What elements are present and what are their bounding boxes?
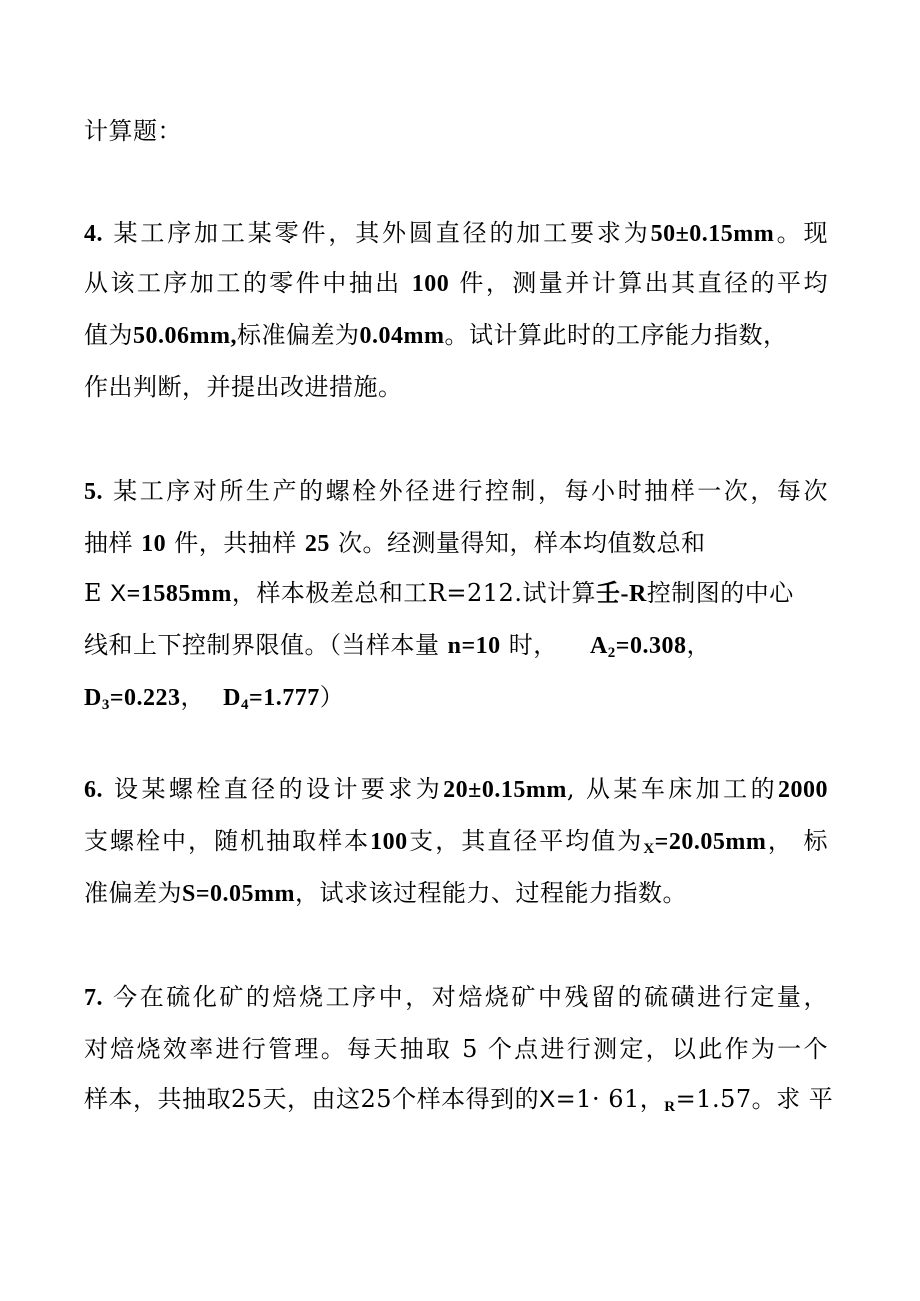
value: =1.777 [249, 685, 320, 711]
value: 50.06mm, [133, 323, 237, 349]
question-6-line-1 [84, 774, 828, 805]
section-heading [84, 116, 182, 146]
value: =1585mm [126, 581, 232, 607]
question-7-line-3 [84, 1084, 834, 1115]
text: 次。经测量得知，样本均值数总和 [329, 529, 706, 557]
text: 准偏差为 [84, 879, 182, 907]
symbol: A [589, 633, 608, 659]
text: ，样本极差总和工R=212.试计算 [231, 579, 596, 607]
value: S=0.05mm [182, 881, 296, 907]
value: =0.308 [615, 633, 687, 659]
subscript: 3 [101, 697, 110, 713]
value: =0.223 [109, 685, 181, 711]
value: 100 [370, 829, 408, 855]
value: 0.04mm [359, 323, 445, 349]
text: E [84, 579, 111, 607]
text: ，试求该过程能力、过程能力指数。 [295, 879, 688, 907]
question-number: 5. [84, 479, 103, 505]
x-symbol: X [110, 580, 127, 607]
r-subscript: R [664, 1099, 676, 1115]
text: 。现 [774, 219, 828, 247]
text: 个点进行测定，以此作为一个 [477, 1035, 828, 1063]
text: 设某螺栓直径的设计要求为 [103, 775, 444, 803]
text: 从该工序加工的零件中抽出 [84, 269, 412, 297]
text: 。试计算此时的工序能力指数， [444, 321, 788, 349]
text: 样本，共抽取25天，由这25个样本得到的 [84, 1085, 540, 1113]
text: =1.57。求 平 [675, 1085, 834, 1113]
value: 2000 [778, 777, 828, 803]
text: 支，其直径平均值为 [407, 827, 644, 855]
value: 5 [462, 1035, 478, 1063]
text: 时， [500, 631, 566, 659]
text: 支螺栓中，随机抽取样本 [84, 827, 371, 855]
text: 今在硫化矿的焙烧工序中，对焙烧矿中残留的硫磺进行定量， [103, 983, 828, 1011]
text: 某工序对所生产的螺栓外径进行控制，每小时抽样一次，每次 [103, 477, 828, 505]
question-5-line-4 [84, 630, 711, 661]
question-4-line-2 [84, 268, 828, 299]
chart-symbol: 壬-R [595, 581, 647, 607]
text: =1· 61， [555, 1085, 665, 1113]
heading-text: 计算题： [84, 117, 182, 145]
question-number: 4. [84, 221, 103, 247]
text: 线和上下控制界限值。（当样本量 [84, 631, 448, 659]
question-4-line-1 [84, 218, 828, 249]
x-symbol: X [539, 1086, 556, 1113]
question-4-line-3 [84, 320, 787, 351]
question-5-line-3 [84, 578, 794, 609]
value: 25 [304, 531, 330, 557]
question-7-line-2 [84, 1034, 828, 1064]
question-7-line-1 [84, 982, 828, 1013]
value: 20±0.15mm [443, 777, 567, 803]
value: n=10 [447, 633, 501, 659]
text: , 从某车床加工的 [566, 775, 778, 803]
text: 件，共抽样 [166, 529, 305, 557]
question-5-line-1 [84, 476, 828, 507]
value: 50±0.15mm [650, 221, 775, 247]
text: 标准偏差为 [236, 321, 360, 349]
value: =20.05mm [654, 829, 767, 855]
text: 件，测量并计算出其直径的平均 [449, 269, 828, 297]
text: ， [180, 683, 214, 711]
question-5-line-5 [84, 682, 344, 713]
text: 作出判断，并提出改进措施。 [84, 373, 403, 401]
text: 值为 [84, 321, 133, 349]
question-4-line-4 [84, 372, 403, 402]
symbol: D [84, 685, 102, 711]
value: 10 [141, 531, 167, 557]
text: 抽样 [84, 529, 142, 557]
question-5-line-2 [84, 528, 706, 559]
question-6-line-3 [84, 878, 687, 909]
subscript: 4 [241, 697, 250, 713]
subscript: 2 [607, 645, 616, 661]
text: ， [686, 631, 711, 659]
x-subscript: X [643, 841, 655, 857]
question-6-line-2 [84, 826, 828, 857]
text: ， 标 [766, 827, 829, 855]
text: ） [319, 683, 345, 711]
text: 控制图的中心 [646, 579, 794, 607]
value: 100 [411, 271, 450, 297]
text: 某工序加工某零件，其外圆直径的加工要求为 [103, 219, 651, 247]
text: 对焙烧效率进行管理。每天抽取 [84, 1035, 463, 1063]
question-number: 7. [84, 985, 103, 1011]
question-number: 6. [84, 777, 103, 803]
symbol: D [223, 685, 242, 711]
